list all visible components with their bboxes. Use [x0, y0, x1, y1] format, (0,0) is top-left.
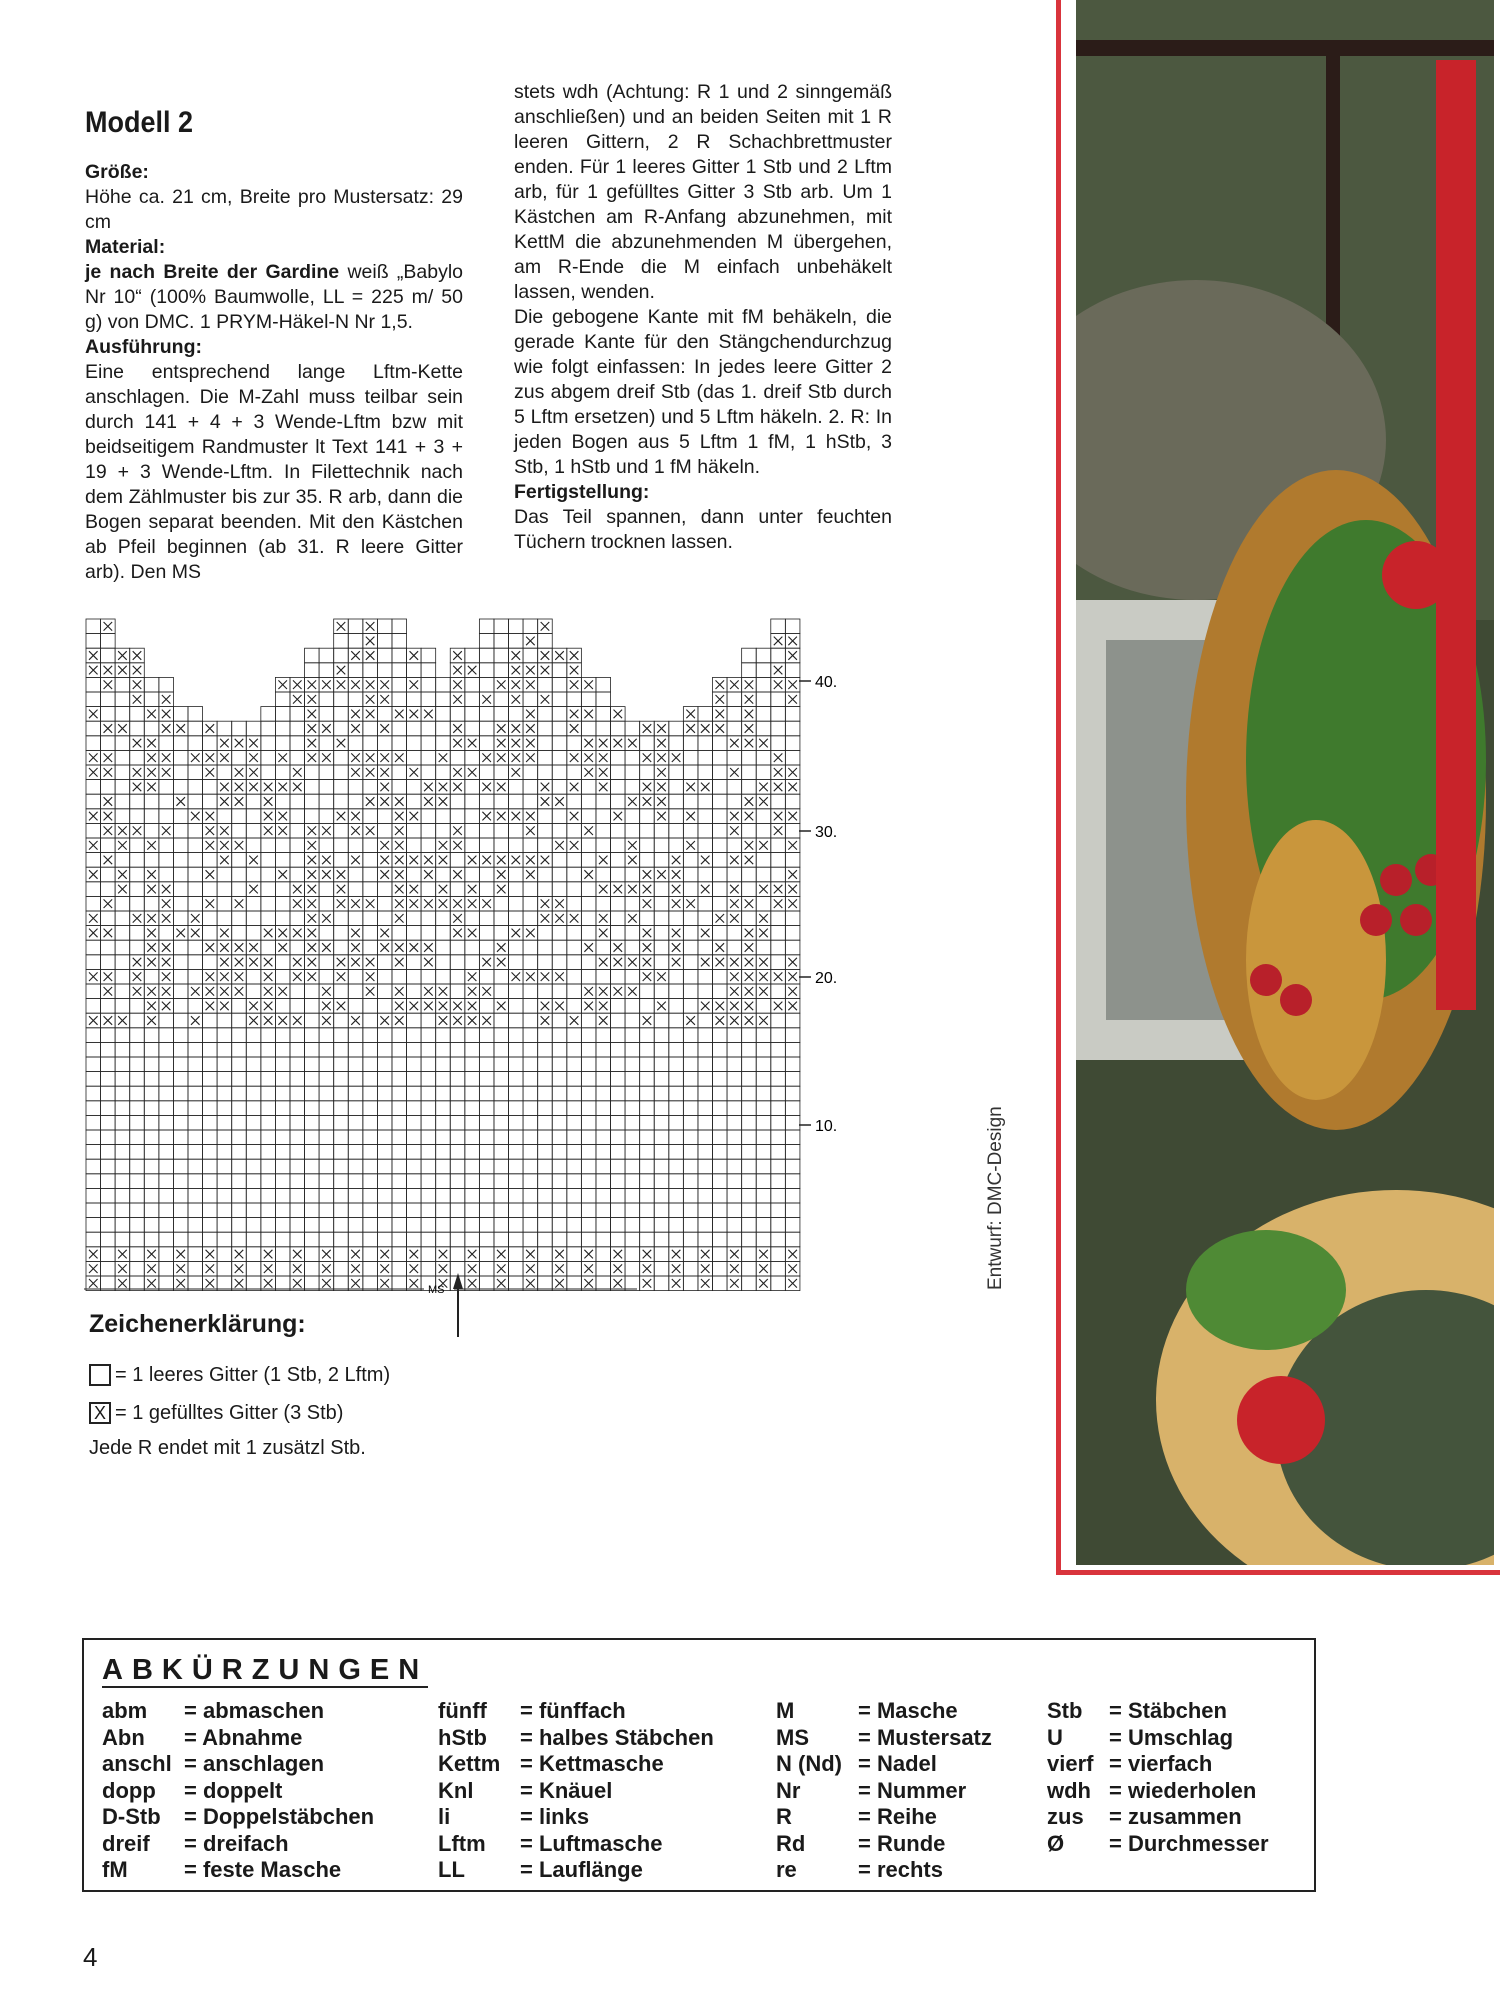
abbreviation-meaning: = Reihe	[858, 1804, 937, 1829]
finish-text: Das Teil spannen, dann unter feuchten Tüchern trocknen lassen.	[514, 506, 892, 553]
abbreviation-meaning: = Kettmasche	[520, 1751, 664, 1776]
abbreviation-row	[1047, 1831, 1269, 1858]
abbreviation-row	[776, 1831, 992, 1858]
abbreviation-row	[102, 1857, 374, 1884]
abbreviation-meaning: = Mustersatz	[858, 1724, 992, 1750]
row-label-10: 10.	[815, 1118, 838, 1135]
abbreviation-key: N (Nd)	[776, 1751, 842, 1776]
abbreviation-key: Abn	[102, 1724, 145, 1750]
abbreviation-meaning: = feste Masche	[184, 1857, 342, 1882]
abbreviation-meaning: = doppelt	[184, 1777, 283, 1803]
finish-heading: Fertigstellung:	[514, 481, 650, 503]
abbreviation-row	[102, 1831, 374, 1858]
legend-filled-row	[89, 1399, 390, 1427]
abbreviation-row	[1047, 1751, 1269, 1778]
wreath-photo-illustration	[1076, 0, 1494, 1565]
abbreviation-row	[1047, 1725, 1269, 1752]
legend-title: Zeichenerklärung:	[89, 1310, 306, 1338]
abbreviation-row	[102, 1725, 374, 1752]
abbreviation-meaning: = anschlagen	[184, 1751, 325, 1776]
abbreviation-row	[438, 1857, 714, 1884]
abbreviations-column	[1047, 1698, 1269, 1857]
abbreviations-title: ABKÜRZUNGEN	[102, 1654, 429, 1686]
abbreviation-key: Nr	[776, 1777, 801, 1803]
abbreviation-meaning: = Nummer	[858, 1777, 967, 1803]
instructions-text-1: stets wdh (Achtung: R 1 und 2 sinngemäß anschließen) und an beiden Seiten mit 1 R leeren Gittern, 2 R Schachbrettmuster enden. Für 1 leeres Gitter 1 Stb und 2 Lftm arb, für 1 gefülltes Gitter 3 Stb arb. Um 1 Kästchen am R-Anfang abzunehmen, mit KettM die abzunehmenden M übergehen, am R-Ende die M einfach unbehäkelt lassen, wenden.	[514, 81, 892, 303]
abbreviation-meaning: = Stäbchen	[1109, 1698, 1227, 1723]
abbreviation-key: li	[438, 1804, 451, 1829]
abbreviation-key: re	[776, 1857, 797, 1882]
material-bold: je nach Breite der Gardine	[85, 261, 340, 283]
abbreviation-key: MS	[776, 1724, 809, 1750]
abbreviation-key: abm	[102, 1698, 148, 1723]
material-heading: Material:	[85, 236, 166, 258]
material-paragraph	[85, 260, 463, 335]
execution-text: Eine entsprechend lange Lftm-Kette anschlagen. Die M-Zahl muss teilbar sein durch 141 + 4 + 3 Wende-Lftm bzw mit beidseitigem Randmuster lt Text 141 + 3 + 19 + 3 Wende-Lftm. In Filettechnik nach dem Zählmuster bis zur 35. R arb, dann die Bogen separat beenden. Mit den Kästchen ab Pfeil beginnen (ab 31. R leere Gitter arb). Den MS	[85, 361, 463, 583]
abbreviations-column	[438, 1698, 714, 1884]
abbreviation-key: wdh	[1047, 1777, 1091, 1803]
abbreviation-row	[438, 1725, 714, 1752]
model-title: Modell 2	[85, 106, 194, 139]
abbreviation-key: vierf	[1047, 1751, 1094, 1776]
abbreviation-meaning: = halbes Stäbchen	[520, 1724, 714, 1750]
abbreviation-row	[1047, 1778, 1269, 1805]
abbreviation-row	[438, 1751, 714, 1778]
chart-legend	[89, 1310, 390, 1460]
abbreviation-meaning: = rechts	[858, 1857, 943, 1882]
legend-filled-label: = 1 gefülltes Gitter (3 Stb)	[115, 1401, 344, 1424]
abbreviation-meaning: = vierfach	[1109, 1751, 1213, 1776]
abbreviation-key: M	[776, 1698, 795, 1723]
abbreviation-key: D-Stb	[102, 1804, 161, 1829]
abbreviation-key: U	[1047, 1724, 1063, 1750]
abbreviation-meaning: = Runde	[858, 1830, 946, 1856]
empty-square-icon	[89, 1364, 111, 1386]
abbreviation-key: zus	[1047, 1804, 1084, 1829]
execution-heading: Ausführung:	[85, 336, 202, 358]
instructions-left-column	[85, 106, 463, 585]
abbreviation-meaning: = Masche	[858, 1698, 958, 1723]
abbreviation-meaning: = Luftmasche	[520, 1830, 663, 1856]
abbreviation-row	[776, 1725, 992, 1752]
abbreviation-meaning: = Durchmesser	[1109, 1830, 1269, 1856]
abbreviation-row	[438, 1698, 714, 1725]
abbreviation-row	[776, 1804, 992, 1831]
abbreviation-key: fM	[102, 1857, 128, 1882]
abbreviation-key: Knl	[438, 1777, 474, 1803]
abbreviation-meaning: = Knäuel	[520, 1777, 613, 1803]
abbreviation-row	[776, 1857, 992, 1884]
abbreviation-row	[438, 1804, 714, 1831]
size-text: Höhe ca. 21 cm, Breite pro Mustersatz: 29 cm	[85, 186, 463, 233]
abbreviation-key: Stb	[1047, 1698, 1083, 1723]
chart-grid	[86, 619, 800, 1291]
abbreviation-row	[438, 1778, 714, 1805]
material-text: weiß „Babylo Nr 10“ (100% Baumwolle, LL = 225 m/ 50 g) von DMC. 1 PRYM-Häkel-N Nr 1,5.	[85, 261, 463, 333]
abbreviation-meaning: = Umschlag	[1109, 1724, 1234, 1750]
abbreviation-key: dreif	[102, 1830, 150, 1856]
abbreviation-row	[776, 1698, 992, 1725]
abbreviation-meaning: = links	[520, 1804, 590, 1829]
page-number: 4	[83, 1942, 98, 1972]
abbreviation-key: Rd	[776, 1830, 806, 1856]
abbreviation-key: fünff	[438, 1698, 487, 1723]
abbreviation-meaning: = fünffach	[520, 1698, 626, 1723]
abbreviation-key: Kettm	[438, 1751, 501, 1776]
filet-pattern-chart	[84, 617, 844, 1337]
legend-empty-label: = 1 leeres Gitter (1 Stb, 2 Lftm)	[115, 1363, 391, 1386]
chart-row-labels	[799, 674, 837, 1135]
row-label-20: 20.	[815, 970, 838, 987]
abbreviation-meaning: = Lauflänge	[520, 1857, 643, 1882]
abbreviations-box	[82, 1638, 1316, 1892]
abbreviation-meaning: = wiederholen	[1109, 1777, 1257, 1803]
abbreviation-key: LL	[438, 1857, 465, 1882]
abbreviation-meaning: = Doppelstäbchen	[184, 1804, 375, 1829]
curtain-photo	[1054, 0, 1500, 1575]
abbreviation-key: R	[776, 1804, 792, 1829]
row-label-30: 30.	[815, 824, 838, 841]
ms-label: MS	[428, 1284, 445, 1296]
abbreviations-column	[102, 1698, 374, 1884]
abbreviation-row	[102, 1698, 374, 1725]
abbreviation-key: Ø	[1047, 1830, 1065, 1856]
abbreviation-meaning: = dreifach	[184, 1830, 289, 1856]
legend-empty-row	[89, 1361, 390, 1389]
abbreviation-row	[1047, 1804, 1269, 1831]
abbreviation-row	[102, 1804, 374, 1831]
abbreviation-row	[102, 1751, 374, 1778]
abbreviations-column	[776, 1698, 992, 1884]
abbreviation-meaning: = Abnahme	[184, 1724, 303, 1750]
abbreviation-key: Lftm	[438, 1830, 486, 1856]
abbreviation-meaning: = Nadel	[858, 1751, 937, 1776]
abbreviation-row	[776, 1751, 992, 1778]
size-heading: Größe:	[85, 161, 149, 183]
instructions-text-2: Die gebogene Kante mit fM behäkeln, die gerade Kante für den Stängchendurchzug wie folgt einfassen: In jedes leere Gitter 2 zus abgem dreif Stb (das 1. dreif Stb durch 5 Lftm ersetzen) und 5 Lftm häkeln. 2. R: In jeden Bogen aus 5 Lftm 1 fM, 1 hStb, 3 Stb, 1 hStb und 1 fM häkeln.	[514, 306, 892, 478]
abbreviation-key: hStb	[438, 1724, 487, 1750]
abbreviation-meaning: = zusammen	[1109, 1804, 1242, 1829]
abbreviation-key: anschl	[102, 1751, 172, 1776]
abbreviation-row	[102, 1778, 374, 1805]
abbreviation-row	[438, 1831, 714, 1858]
filled-square-icon: X	[89, 1402, 111, 1424]
abbreviation-meaning: = abmaschen	[184, 1698, 325, 1723]
instructions-right-column	[514, 80, 892, 555]
abbreviation-row	[1047, 1698, 1269, 1725]
row-label-40: 40.	[815, 674, 838, 691]
abbreviation-key: dopp	[102, 1777, 156, 1803]
legend-note: Jede R endet mit 1 zusätzl Stb.	[89, 1437, 366, 1459]
abbreviation-row	[776, 1778, 992, 1805]
design-credit: Entwurf: DMC-Design	[985, 1106, 1006, 1290]
